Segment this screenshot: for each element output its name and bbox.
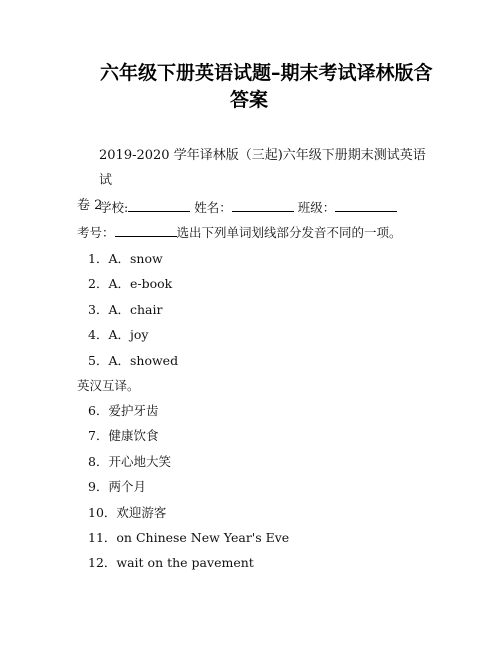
name-blank[interactable] <box>232 197 294 212</box>
subtitle-line-2: 卷 2 <box>77 198 103 213</box>
name-label: 姓名： <box>194 200 232 215</box>
exam-number-label: 考号： <box>77 225 115 240</box>
pronunciation-question-list <box>88 246 178 373</box>
item-number: 6． <box>88 403 109 418</box>
class-blank[interactable] <box>335 197 397 212</box>
student-info-fields <box>77 195 442 245</box>
item-number: 12． <box>88 555 117 571</box>
item-text: 两个月 <box>108 479 146 495</box>
item-text: 欢迎游客 <box>116 504 167 520</box>
item-text: on Chinese New Year's Eve <box>116 529 290 545</box>
translation-question-list <box>88 398 289 576</box>
title-line-1: 六年级下册英语试题–期末考试译林版含 <box>100 62 433 84</box>
item-text: A．snow <box>108 251 163 266</box>
item-text: A．chair <box>108 301 163 317</box>
section-instruction: 选出下列单词划线部分发音不同的一项。 <box>176 225 402 240</box>
school-label: 学校: <box>99 200 129 215</box>
list-item <box>88 322 178 347</box>
item-text: A．e-book <box>108 276 173 292</box>
item-number: 10． <box>88 504 117 520</box>
list-item <box>88 500 289 525</box>
item-number: 4． <box>88 327 109 343</box>
exam-number-blank[interactable] <box>115 222 177 237</box>
item-number: 3． <box>88 301 109 317</box>
item-text: A．showed <box>108 352 179 368</box>
list-item <box>88 525 289 550</box>
translation-section-label: 英汉互译。 <box>77 378 140 393</box>
info-row-1 <box>77 195 442 220</box>
item-number: 1． <box>88 251 109 266</box>
item-number: 9． <box>88 479 109 495</box>
item-text: wait on the pavement <box>116 555 254 571</box>
subtitle-line-1: 2019-2020 学年译林版（三起)六年级下册期末测试英语试 <box>99 148 426 188</box>
item-text: 开心地大笑 <box>108 453 171 469</box>
item-number: 8． <box>88 453 109 469</box>
item-text: 爱护牙齿 <box>108 403 159 418</box>
item-text: 健康饮食 <box>108 428 159 444</box>
list-item <box>88 398 289 423</box>
item-number: 11． <box>88 529 117 545</box>
list-item <box>88 348 178 373</box>
list-item <box>88 423 289 448</box>
document-title <box>100 60 440 114</box>
item-number: 2． <box>88 276 109 292</box>
item-number: 7． <box>88 428 109 444</box>
class-label: 班级： <box>297 200 336 215</box>
list-item <box>88 271 178 296</box>
item-text: A．joy <box>108 327 149 343</box>
list-item <box>88 449 289 474</box>
list-item <box>88 474 289 499</box>
list-item <box>88 297 178 322</box>
item-number: 5． <box>88 352 109 368</box>
list-item <box>88 550 289 575</box>
list-item <box>88 246 178 271</box>
info-row-2 <box>77 220 442 245</box>
title-line-2: 答案 <box>230 89 269 111</box>
school-blank[interactable] <box>128 197 190 212</box>
